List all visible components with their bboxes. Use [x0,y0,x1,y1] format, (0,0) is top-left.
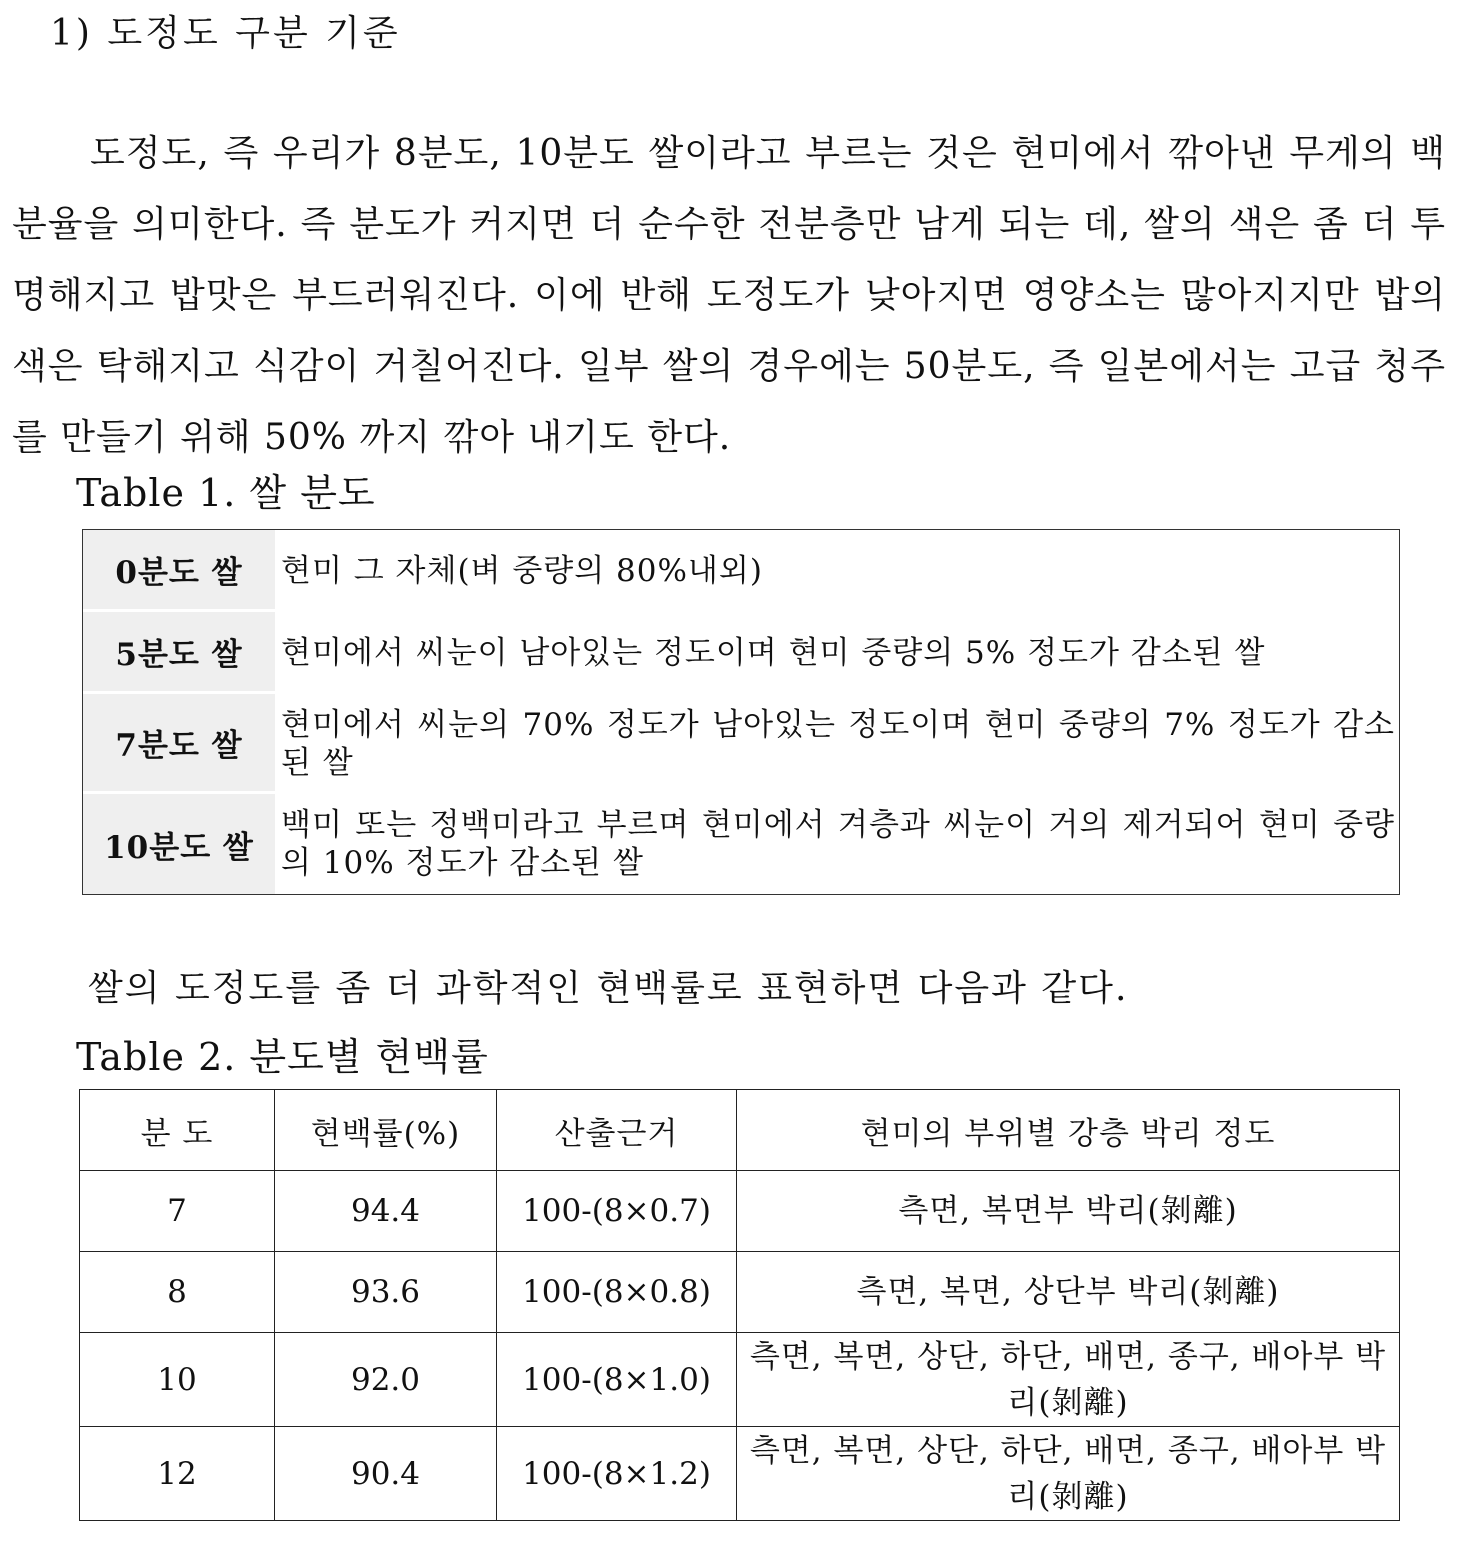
cell-grade: 7 [80,1171,275,1252]
transition-sentence: 쌀의 도정도를 좀 더 과학적인 현백률로 표현하면 다음과 같다. [88,968,1129,1009]
polishing-rate-table [79,1089,1400,1521]
table-row [83,612,1399,694]
cell-range: 측면, 복면, 상단, 하단, 배면, 종구, 배아부 박리(剝離) [737,1427,1400,1521]
intro-paragraph: 도정도, 즉 우리가 8분도, 10분도 쌀이라고 부르는 것은 현미에서 깎아낸 무게의 백분율을 의미한다. 즉 분도가 커지면 더 순수한 전분층만 남게 되는 데, 쌀의 색은 좀 더 투명해지고 밥맛은 부드러워진다. 이에 반해 도정도가 낮아지면 영양소는 많아지지만 밥의 색은 탁해지고 식감이 거칠어진다. 일부 쌀의 경우에는 50분도, 즉 일본에서는 고급 청주를 만들기 위해 50% 까지 깎아 내기도 한다. [12,133,1446,458]
milling-grade-table [82,529,1400,895]
table-row [80,1427,1400,1521]
grade-label: 0분도 쌀 [83,530,275,612]
cell-basis: 100-(8×1.0) [497,1333,737,1427]
grade-description: 현미에서 씨눈의 70% 정도가 남아있는 정도이며 현미 중량의 7% 정도가 감소된 쌀 [281,707,1395,781]
cell-rate: 93.6 [275,1252,497,1333]
table-row [83,530,1399,612]
header-basis: 산출근거 [497,1090,737,1171]
cell-basis: 100-(8×0.7) [497,1171,737,1252]
table1-caption: Table 1. 쌀 분도 [76,471,376,515]
grade-description: 백미 또는 정백미라고 부르며 현미에서 겨층과 씨눈이 거의 제거되어 현미 중량의 10% 정도가 감소된 쌀 [281,807,1395,881]
section-heading: 1) 도정도 구분 기준 [50,13,401,54]
table-row [80,1252,1400,1333]
header-range: 현미의 부위별 강층 박리 정도 [737,1090,1400,1171]
cell-grade: 12 [80,1427,275,1521]
grade-description: 현미에서 씨눈이 남아있는 정도이며 현미 중량의 5% 정도가 감소된 쌀 [281,635,1266,671]
cell-range: 측면, 복면, 상단, 하단, 배면, 종구, 배아부 박리(剝離) [737,1333,1400,1427]
cell-basis: 100-(8×1.2) [497,1427,737,1521]
table-row [80,1333,1400,1427]
grade-label: 5분도 쌀 [83,612,275,694]
cell-rate: 90.4 [275,1427,497,1521]
grade-description: 현미 그 자체(벼 중량의 80%내외) [281,553,763,589]
cell-range: 측면, 복면부 박리(剝離) [737,1171,1400,1252]
cell-grade: 8 [80,1252,275,1333]
table-row [83,794,1399,894]
grade-label: 7분도 쌀 [83,694,275,794]
grade-label: 10분도 쌀 [83,794,275,894]
table2-caption: Table 2. 분도별 현백률 [76,1035,489,1079]
cell-rate: 94.4 [275,1171,497,1252]
header-rate: 현백률(%) [275,1090,497,1171]
header-grade: 분 도 [80,1090,275,1171]
cell-rate: 92.0 [275,1333,497,1427]
cell-grade: 10 [80,1333,275,1427]
cell-range: 측면, 복면, 상단부 박리(剝離) [737,1252,1400,1333]
table-header-row [80,1090,1400,1171]
table-row [83,694,1399,794]
cell-basis: 100-(8×0.8) [497,1252,737,1333]
table-row [80,1171,1400,1252]
